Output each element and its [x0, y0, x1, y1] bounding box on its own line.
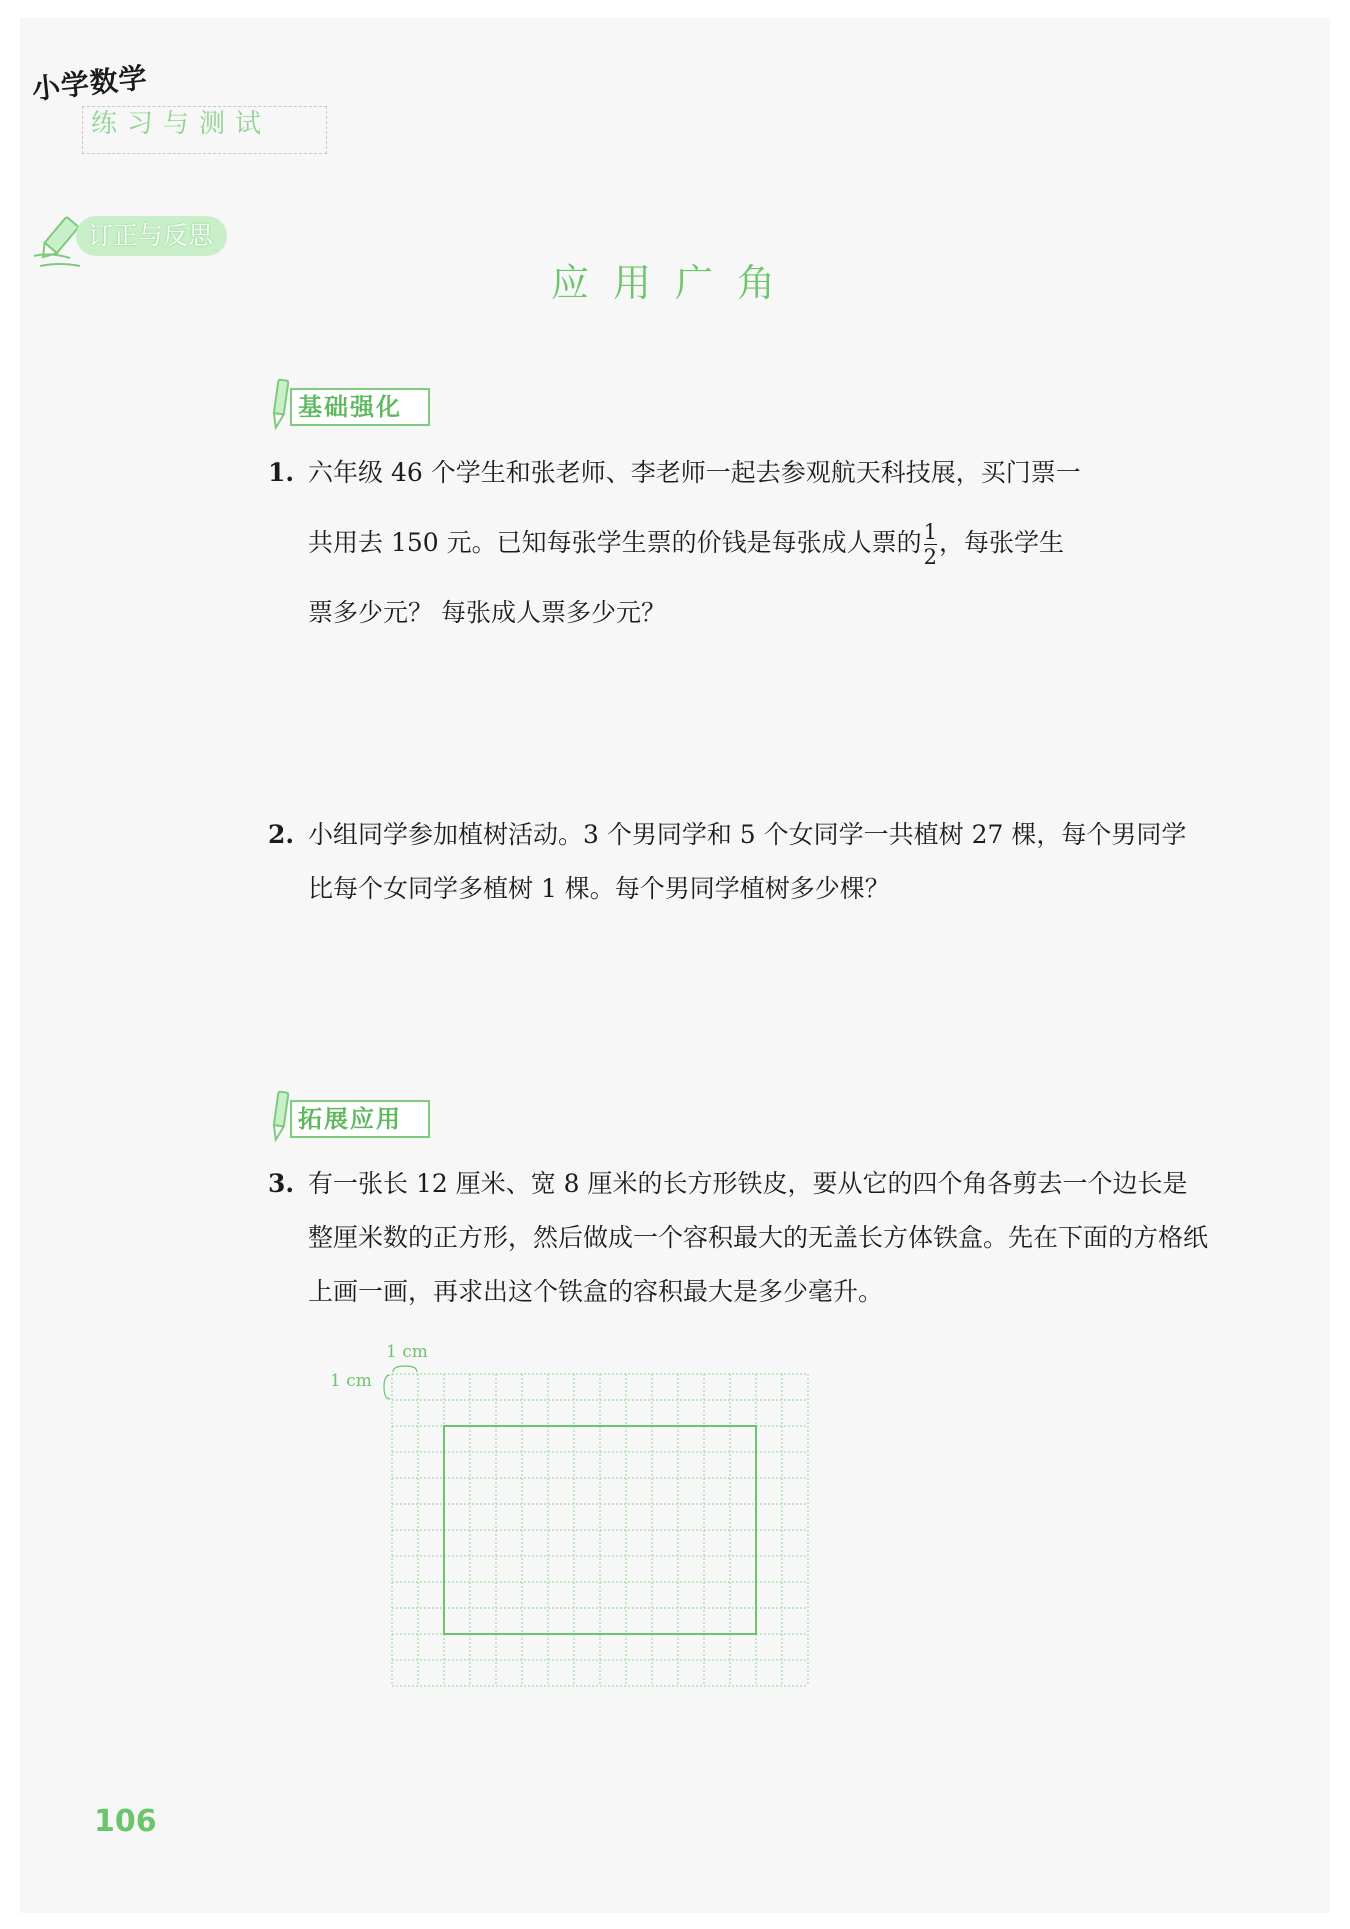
- section-badge-basic: [268, 382, 438, 430]
- grid-paper: [330, 1338, 830, 1698]
- book-brand-title: 小学数学: [30, 60, 150, 106]
- problem-1-line-2-text: 共用去 150 元。已知每张学生票的价钱是每张成人票的: [308, 528, 922, 557]
- problem-number: 1.: [268, 458, 295, 487]
- problem-1-line-2: [308, 516, 1208, 586]
- unit-label-top: 1 cm: [386, 1342, 428, 1362]
- problem-3: [268, 1157, 1208, 1319]
- problem-1-line-2-tail: ，每张学生: [939, 528, 1065, 557]
- problem-1: [268, 446, 1208, 640]
- book-brand-subtitle: 练习与测试: [82, 106, 327, 154]
- section-badge-label: 基础强化: [298, 393, 402, 421]
- page-number: 106: [94, 1804, 157, 1839]
- brace-top: [393, 1366, 417, 1372]
- sidebar-tag-label: 订正与反思: [76, 216, 227, 256]
- fraction-denominator: 2: [923, 545, 937, 569]
- section-title: 应用广角: [550, 261, 799, 305]
- problem-1-line-1: 六年级 46 个学生和张老师、李老师一起去参观航天科技展，买门票一: [308, 458, 1081, 487]
- grid-paper-svg: [330, 1338, 830, 1698]
- fraction: [924, 520, 937, 569]
- brace-left: [384, 1375, 390, 1399]
- problem-2: [268, 808, 1208, 916]
- problem-number: 3.: [268, 1169, 295, 1198]
- problem-3-text: 有一张长 12 厘米、宽 8 厘米的长方形铁皮，要从它的四个角各剪去一个边长是整厘米数的正方形，然后做成一个容积最大的无盖长方体铁盒。先在下面的方格纸上画一画，再求出这个铁盒的容积最大是多少毫升。: [308, 1169, 1209, 1306]
- problem-number: 2.: [268, 820, 295, 849]
- section-badge-extended: [268, 1094, 438, 1142]
- section-badge-label: 拓展应用: [298, 1105, 402, 1133]
- unit-label-left: 1 cm: [330, 1371, 372, 1391]
- problem-1-line-3: 票多少元？ 每张成人票多少元？: [308, 598, 666, 627]
- fraction-numerator: 1: [923, 520, 937, 544]
- problem-2-text: 小组同学参加植树活动。3 个男同学和 5 个女同学一共植树 27 棵，每个男同学比每个女同学多植树 1 棵。每个男同学植树多少棵？: [308, 820, 1187, 903]
